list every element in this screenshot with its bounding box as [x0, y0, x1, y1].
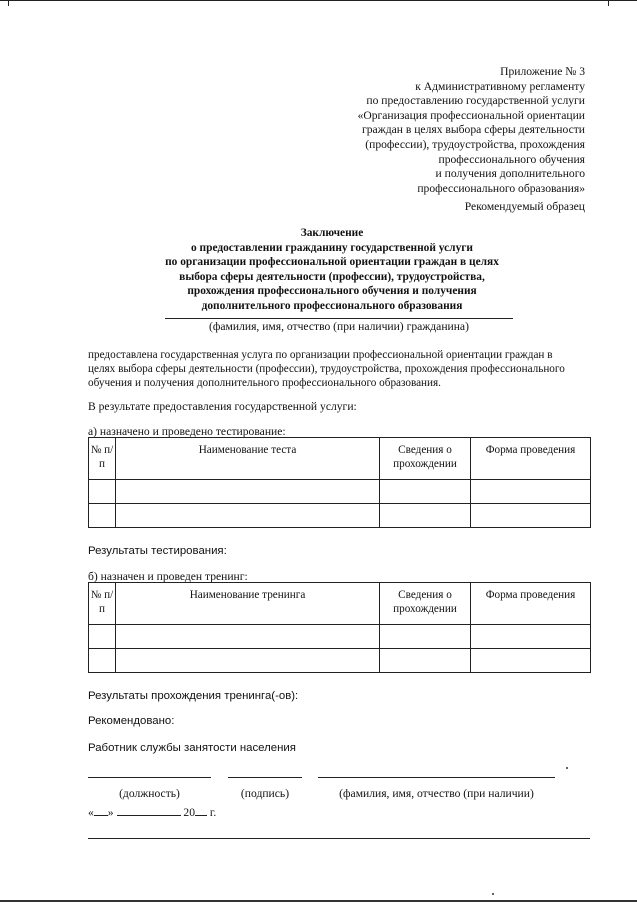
table-cell[interactable]	[471, 480, 591, 504]
day-blank[interactable]	[94, 805, 108, 816]
table-cell[interactable]	[471, 504, 591, 528]
intro-line: целях выбора сферы деятельности (профессии), трудоустройства, прохождения профессионального	[88, 363, 565, 376]
signature-line[interactable]	[228, 777, 302, 778]
table-row	[89, 625, 591, 649]
year-blank[interactable]	[195, 805, 207, 816]
position-caption: (должность)	[119, 787, 180, 800]
intro-paragraph	[88, 348, 592, 391]
top-edge-line	[0, 0, 637, 1]
month-blank[interactable]	[117, 805, 181, 816]
table-cell[interactable]	[471, 649, 591, 673]
table-row	[89, 480, 591, 504]
column-header-number: № п/п	[89, 583, 116, 625]
table-cell[interactable]	[380, 504, 471, 528]
year-suffix: г.	[209, 806, 217, 819]
training-results-label: Результаты прохождения тренинга(-ов):	[88, 690, 299, 702]
table-cell[interactable]	[89, 649, 116, 673]
employee-name-caption: (фамилия, имя, отчество (при наличии)	[339, 787, 534, 800]
title-line: Заключение	[300, 227, 364, 239]
column-header-form: Форма проведения	[471, 583, 591, 625]
annex-note	[285, 65, 585, 196]
annex-line: (профессии), трудоустройства, прохождения	[365, 137, 585, 151]
table-cell[interactable]	[89, 625, 116, 649]
training-heading: б) назначен и проведен тренинг:	[88, 570, 248, 583]
annex-line: профессионального образования»	[417, 181, 585, 195]
table-cell[interactable]	[116, 625, 380, 649]
column-header-form: Форма проведения	[471, 438, 591, 480]
table-cell[interactable]	[380, 649, 471, 673]
recommended-label: Рекомендовано:	[88, 715, 175, 727]
year-prefix: 20	[183, 806, 195, 819]
table-header-row	[89, 583, 591, 625]
title-line: выбора сферы деятельности (профессии), трудоустройства,	[179, 270, 485, 283]
sample-label: Рекомендуемый образец	[464, 200, 585, 213]
training-table	[88, 582, 591, 673]
employee-name-line[interactable]	[318, 777, 555, 778]
bottom-edge-line	[0, 900, 637, 902]
annex-line: и получения дополнительного	[435, 167, 585, 181]
annex-line: к Административному регламенту	[415, 79, 585, 93]
annex-line: профессионального обучения	[438, 152, 585, 166]
annex-line: по предоставлению государственной услуги	[366, 94, 585, 108]
bottom-rule	[88, 838, 590, 839]
table-cell[interactable]	[89, 504, 116, 528]
column-header-training-name: Наименование тренинга	[116, 583, 380, 625]
column-header-number: № п/п	[89, 438, 116, 480]
table-cell[interactable]	[89, 480, 116, 504]
table-row	[89, 504, 591, 528]
date-close-quote: »	[107, 806, 114, 819]
testing-results-label: Результаты тестирования:	[88, 545, 227, 557]
scan-speck	[566, 767, 568, 769]
column-header-completion-info: Сведения о прохождении	[380, 583, 471, 625]
testing-heading: а) назначено и проведено тестирование:	[88, 425, 286, 438]
column-header-completion-info: Сведения о прохождении	[380, 438, 471, 480]
testing-table	[88, 437, 591, 528]
citizen-name-caption: (фамилия, имя, отчество (при наличии) гражданина)	[209, 320, 469, 333]
result-heading: В результате предоставления государственной услуги:	[88, 400, 357, 413]
title-line: по организации профессиональной ориентации граждан в целях	[165, 256, 499, 268]
signature-caption: (подпись)	[240, 787, 290, 800]
title-line: дополнительного профессионального образования	[201, 299, 463, 312]
document-title	[60, 226, 604, 313]
table-cell[interactable]	[380, 625, 471, 649]
table-row	[89, 649, 591, 673]
position-line[interactable]	[88, 777, 211, 778]
employee-label: Работник службы занятости населения	[88, 742, 296, 754]
date-open-quote: «	[88, 806, 94, 819]
table-header-row	[89, 438, 591, 480]
table-cell[interactable]	[116, 480, 380, 504]
corner-mark	[8, 1, 9, 6]
title-line: о предоставлении гражданину государственной услуги	[191, 241, 473, 254]
column-header-test-name: Наименование теста	[116, 438, 380, 480]
date-field	[88, 805, 216, 819]
table-cell[interactable]	[380, 480, 471, 504]
annex-line: Приложение № 3	[500, 65, 585, 78]
intro-line: обучения и получения дополнительного профессионального образования.	[88, 377, 441, 390]
intro-line: предоставлена государственная услуга по организации профессиональной ориентации граждан в	[88, 349, 553, 361]
table-cell[interactable]	[471, 625, 591, 649]
scan-speck	[492, 893, 494, 895]
table-cell[interactable]	[116, 504, 380, 528]
annex-line: граждан в целях выбора сферы деятельности	[362, 123, 585, 137]
title-line: прохождения профессионального обучения и получения	[187, 285, 477, 297]
annex-line: «Организация профессиональной ориентации	[357, 108, 585, 122]
citizen-name-field[interactable]	[165, 318, 513, 319]
corner-mark	[608, 1, 609, 6]
table-cell[interactable]	[116, 649, 380, 673]
